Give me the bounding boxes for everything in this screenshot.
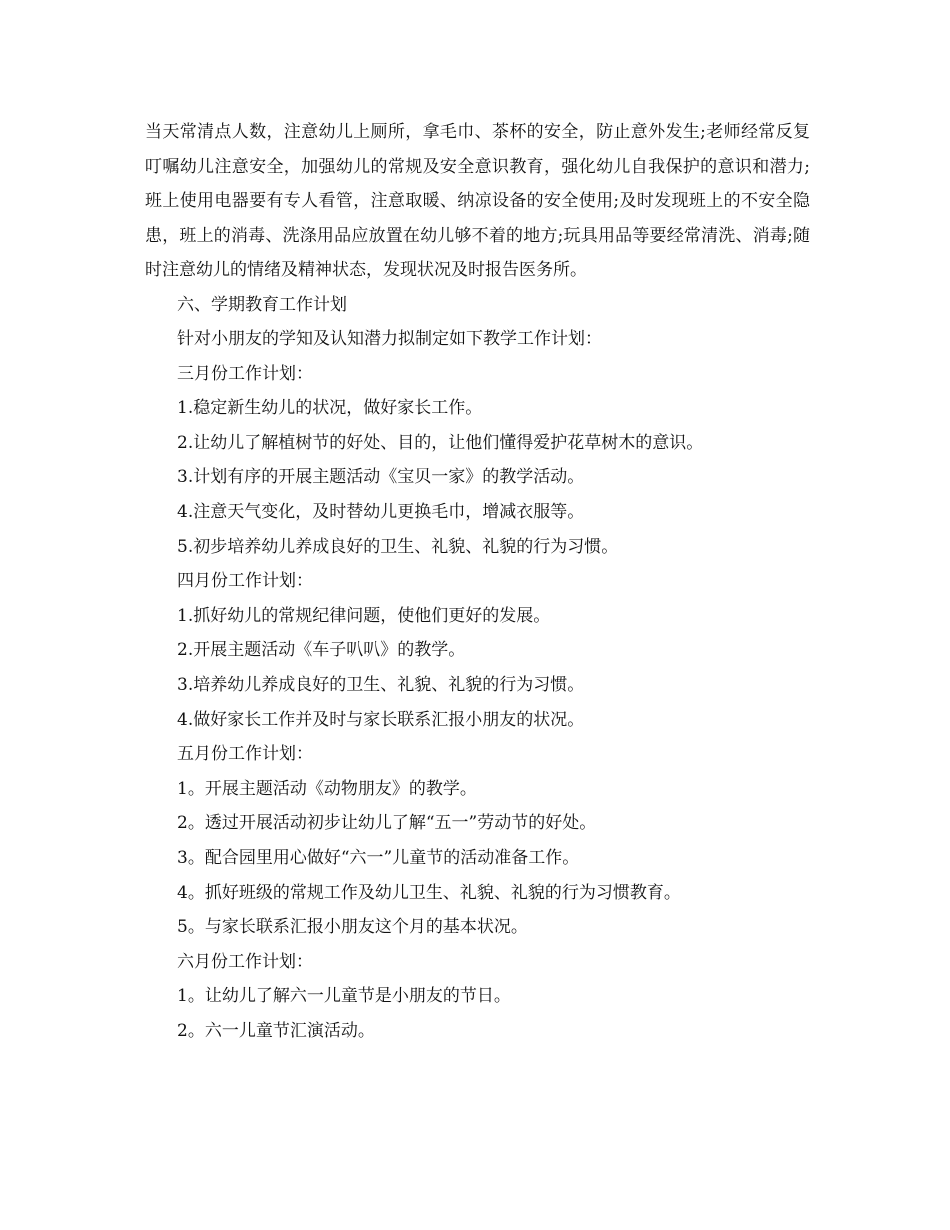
list-item: 2。六一儿童节汇演活动。 xyxy=(177,1020,375,1041)
list-item: 2.让幼儿了解植树节的好处、目的，让他们懂得爱护花草树木的意识。 xyxy=(177,432,704,453)
list-item: 2.开展主题活动《车子叭叭》的教学。 xyxy=(177,640,466,661)
list-item: 4.注意天气变化，及时替幼儿更换毛巾，增减衣服等。 xyxy=(177,502,585,523)
month-heading-may: 五月份工作计划： xyxy=(177,744,313,765)
list-item: 1.稳定新生幼儿的状况，做好家长工作。 xyxy=(177,398,483,419)
list-item: 2。透过开展活动初步让幼儿了解“五一”劳动节的好处。 xyxy=(177,813,597,834)
list-item: 3。配合园里用心做好“六一”儿童节的活动准备工作。 xyxy=(177,848,580,868)
month-heading-march: 三月份工作计划： xyxy=(177,363,313,384)
list-item: 1.抓好幼儿的常规纪律问题，使他们更好的发展。 xyxy=(177,605,551,626)
list-item: 5.初步培养幼儿养成良好的卫生、礼貌、礼貌的行为习惯。 xyxy=(177,536,619,557)
list-item: 1。让幼儿了解六一儿童节是小朋友的节日。 xyxy=(177,986,511,1007)
list-item: 5。与家长联系汇报小朋友这个月的基本状况。 xyxy=(177,917,528,938)
list-item: 4.做好家长工作并及时与家长联系汇报小朋友的状况。 xyxy=(177,709,585,730)
plan-intro: 针对小朋友的学知及认知潜力拟制定如下教学工作计划： xyxy=(177,329,602,350)
section-heading: 六、学期教育工作计划 xyxy=(177,294,347,315)
list-item: 3.培养幼儿养成良好的卫生、礼貌、礼貌的行为习惯。 xyxy=(177,675,585,696)
document-body xyxy=(145,115,810,1049)
month-heading-june: 六月份工作计划： xyxy=(177,951,313,972)
list-item: 1。开展主题活动《动物朋友》的教学。 xyxy=(177,778,477,799)
list-item: 3.计划有序的开展主题活动《宝贝一家》的教学活动。 xyxy=(177,467,585,488)
month-heading-april: 四月份工作计划： xyxy=(177,571,313,592)
list-item: 4。抓好班级的常规工作及幼儿卫生、礼貌、礼貌的行为习惯教育。 xyxy=(177,882,681,903)
intro-paragraph: 当天常清点人数，注意幼儿上厕所，拿毛巾、茶杯的安全，防止意外发生;老师经常反复叮嘱幼儿注意安全，加强幼儿的常规及安全意识教育，强化幼儿自我保护的意识和潜力;班上使用电器要有专人看管，注意取暖、纳凉设备的安全使用;及时发现班上的不安全隐患，班上的消毒、洗涤用品应放置在幼儿够不着的地方;玩具用品等要经常清洗、消毒;随时注意幼儿的情绪及精神状态，发现状况及时报告医务所。 xyxy=(145,122,810,280)
